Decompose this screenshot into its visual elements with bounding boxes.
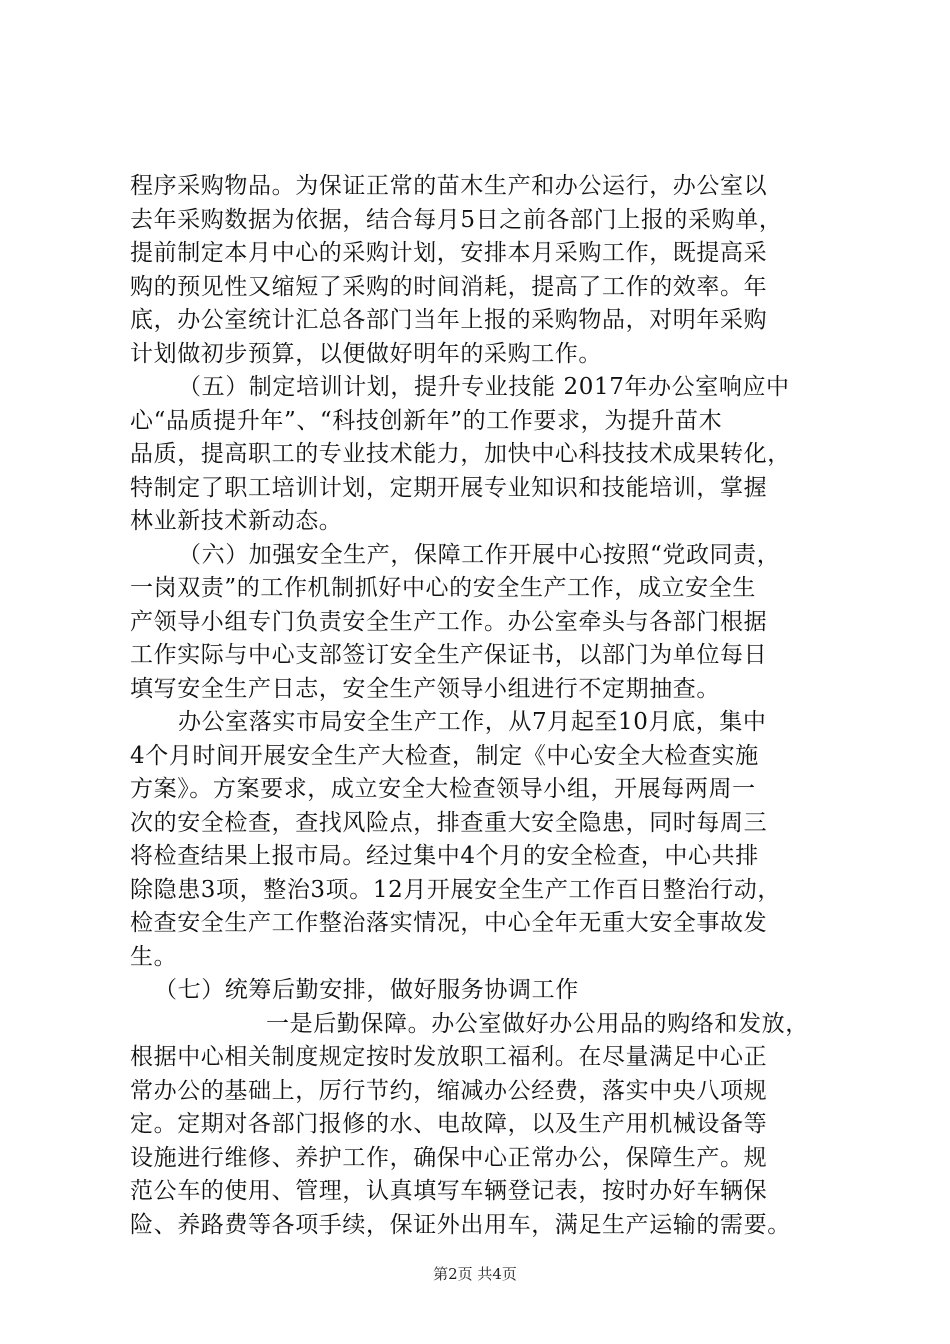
text-line: 工作实际与中心支部签订安全生产保证书，以部门为单位每日 [130,642,768,668]
text-line: 特制定了职工培训计划，定期开展专业知识和技能培训，掌握 [130,474,768,501]
text-line: 除隐患3项，整治3项。12月开展安全生产工作百日整治行动， [130,876,781,903]
text-line: 将检查结果上报市局。经过集中4个月的安全检查，中心共排 [130,843,759,869]
page-footer [0,1263,950,1284]
text-line: 方案》。方案要求，成立安全大检查领导小组，开展每两周一 [130,776,756,802]
text-line: 设施进行维修、养护工作，确保中心正常办公，保障生产。规 [130,1144,768,1171]
text-line: 一是后勤保障。办公室做好办公用品的购络和发放， [266,1010,809,1037]
text-line: （七）统筹后勤安排，做好服务协调工作 [154,977,579,1003]
text-line: 填写安全生产日志，安全生产领导小组进行不定期抽查。 [130,675,720,702]
text-line: 常办公的基础上，厉行节约，缩减办公经费，落实中央八项规 [130,1077,768,1104]
text-line: 提前制定本月中心的采购计划，安排本月采购工作，既提高采 [130,240,768,266]
text-line: 范公车的使用、管理，认真填写车辆登记表，按时办好车辆保 [130,1178,768,1204]
text-line: 心“品质提升年”、“科技创新年”的工作要求，为提升苗木 [130,407,723,434]
text-line: 办公室落实市局安全生产工作，从7月起至10月底，集中 [178,709,767,735]
text-line: 程序采购物品。为保证正常的苗木生产和办公运行，办公室以 [130,173,768,199]
text-line: 检查安全生产工作整治落实情况，中心全年无重大安全事故发 [130,910,768,936]
text-line: （五）制定培训计划，提升专业技能 2017年办公室响应中 [178,374,790,400]
text-line: 计划做初步预算，以便做好明年的采购工作。 [130,340,602,367]
document-body [130,170,830,1242]
text-line: 一岗双责”的工作机制抓好中心的安全生产工作，成立安全生 [130,575,756,601]
text-line: 次的安全检查，查找风险点，排查重大安全隐患，同时每周三 [130,809,768,836]
text-line: 购的预见性又缩短了采购的时间消耗，提高了工作的效率。年 [130,273,768,300]
text-line: 生。 [130,943,178,970]
page-number: 第2页 共4页 [433,1265,517,1283]
text-line: 去年采购数据为依据，结合每月5日之前各部门上报的采购单， [130,206,783,233]
text-line: 4个月时间开展安全生产大检查，制定《中心安全大检查实施 [130,742,759,769]
text-line: 林业新技术新动态。 [130,508,343,534]
text-line: 险、养路费等各项手续，保证外出用车，满足生产运输的需要。 [130,1211,791,1238]
text-line: 品质，提高职工的专业技术能力，加快中心科技技术成果转化， [130,441,791,467]
text-line: 底，办公室统计汇总各部门当年上报的采购物品，对明年采购 [130,307,768,333]
text-line: 根据中心相关制度规定按时发放职工福利。在尽量满足中心正 [130,1044,768,1070]
text-line: 定。定期对各部门报修的水、电故障，以及生产用机械设备等 [130,1111,768,1137]
text-line: （六）加强安全生产，保障工作开展中心按照“党政同责， [178,541,781,568]
text-line: 产领导小组专门负责安全生产工作。办公室牵头与各部门根据 [130,608,768,635]
